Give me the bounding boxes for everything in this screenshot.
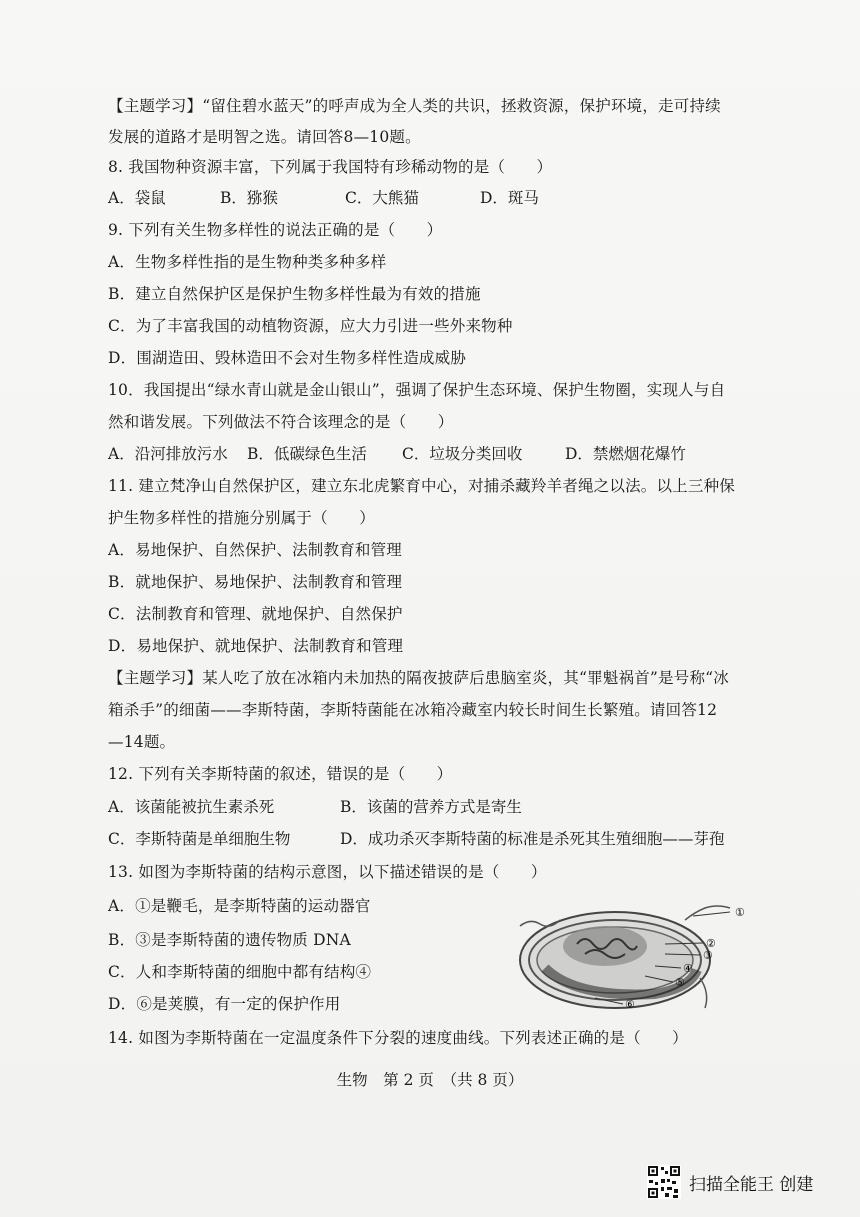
- q13-option-b: B．③是李斯特菌的遗传物质 DNA: [108, 931, 351, 949]
- question-11-line-2: 护生物多样性的措施分别属于（ ）: [108, 509, 375, 527]
- diagram-label-1: ①: [735, 906, 745, 919]
- topic-intro-line-1: 【主题学习】“留住碧水蓝天”的呼声成为全人类的共识，拯救资源，保护环境，走可持续: [108, 97, 721, 115]
- diagram-label-5: ⑤: [675, 976, 685, 989]
- question-10-line-1: 10．我国提出“绿水青山就是金山银山”，强调了保护生态环境、保护生物圈，实现人与自: [108, 381, 726, 399]
- q8-option-b: B．猕猴: [220, 189, 278, 207]
- q12-option-d: D．成功杀灭李斯特菌的标准是杀死其生殖细胞——芽孢: [340, 830, 725, 848]
- q10-option-b: B．低碳绿色生活: [247, 445, 367, 463]
- q11-option-b: B．就地保护、易地保护、法制教育和管理: [108, 573, 403, 591]
- q9-option-d: D．围湖造田、毁林造田不会对生物多样性造成威胁: [108, 349, 467, 367]
- topic-intro2-line-2: 箱杀手”的细菌——李斯特菌，李斯特菌能在冰箱冷藏室内较长时间生长繁殖。请回答12: [108, 701, 718, 719]
- q9-option-b: B．建立自然保护区是保护生物多样性最为有效的措施: [108, 285, 481, 303]
- bacterium-diagram: [515, 898, 755, 1018]
- q12-option-c: C．李斯特菌是单细胞生物: [108, 830, 291, 848]
- q9-option-a: A．生物多样性指的是生物种类多种多样: [108, 253, 387, 271]
- topic-intro2-line-1: 【主题学习】某人吃了放在冰箱内未加热的隔夜披萨后患脑室炎，其“罪魁祸首”是号称“冰: [108, 669, 729, 687]
- scanner-watermark-text: 扫描全能王 创建: [689, 1174, 814, 1195]
- question-14: 14. 如图为李斯特菌在一定温度条件下分裂的速度曲线。下列表述正确的是（ ）: [108, 1029, 688, 1047]
- diagram-label-3: ③: [703, 949, 713, 962]
- page-footer: 生物 第 2 页 （共 8 页）: [336, 1071, 524, 1089]
- q11-option-a: A．易地保护、自然保护、法制教育和管理: [108, 541, 402, 559]
- question-9: 9. 下列有关生物多样性的说法正确的是（ ）: [108, 221, 443, 239]
- q9-option-c: C．为了丰富我国的动植物资源，应大力引进一些外来物种: [108, 317, 513, 335]
- flagellum-bottom: [700, 978, 707, 1008]
- q13-option-a: A．①是鞭毛，是李斯特菌的运动器官: [108, 897, 371, 915]
- q8-option-c: C．大熊猫: [345, 189, 419, 207]
- qr-code-icon: [647, 1165, 681, 1199]
- q10-option-a: A．沿河排放污水: [108, 445, 228, 463]
- q8-option-d: D．斑马: [480, 189, 539, 207]
- question-13: 13. 如图为李斯特菌的结构示意图，以下描述错误的是（ ）: [108, 863, 547, 881]
- q11-option-c: C．法制教育和管理、就地保护、自然保护: [108, 605, 403, 623]
- q13-option-c: C．人和李斯特菌的细胞中都有结构④: [108, 963, 372, 981]
- q12-option-b: B．该菌的营养方式是寄生: [340, 798, 522, 816]
- question-8: 8. 我国物种资源丰富，下列属于我国特有珍稀动物的是（ ）: [108, 158, 553, 176]
- q8-option-a: A．袋鼠: [108, 189, 166, 207]
- topic-intro-line-2: 发展的道路才是明智之选。请回答8—10题。: [108, 128, 421, 146]
- topic-intro2-line-3: —14题。: [108, 733, 176, 751]
- question-10-line-2: 然和谐发展。下列做法不符合该理念的是（ ）: [108, 413, 454, 431]
- question-11-line-1: 11. 建立梵净山自然保护区，建立东北虎繁育中心，对捕杀藏羚羊者绳之以法。以上三种保: [108, 477, 735, 495]
- question-12: 12. 下列有关李斯特菌的叙述，错误的是（ ）: [108, 765, 453, 783]
- q10-option-c: C．垃圾分类回收: [402, 445, 523, 463]
- q10-option-d: D．禁燃烟花爆竹: [565, 445, 686, 463]
- q13-option-d: D．⑥是荚膜，有一定的保护作用: [108, 995, 341, 1013]
- diagram-label-2: ②: [706, 937, 716, 950]
- q11-option-d: D．易地保护、就地保护、法制教育和管理: [108, 637, 404, 655]
- diagram-label-4: ④: [683, 962, 693, 975]
- q12-option-a: A．该菌能被抗生素杀死: [108, 798, 275, 816]
- scanner-watermark: [647, 1164, 813, 1200]
- diagram-label-6: ⑥: [625, 998, 635, 1011]
